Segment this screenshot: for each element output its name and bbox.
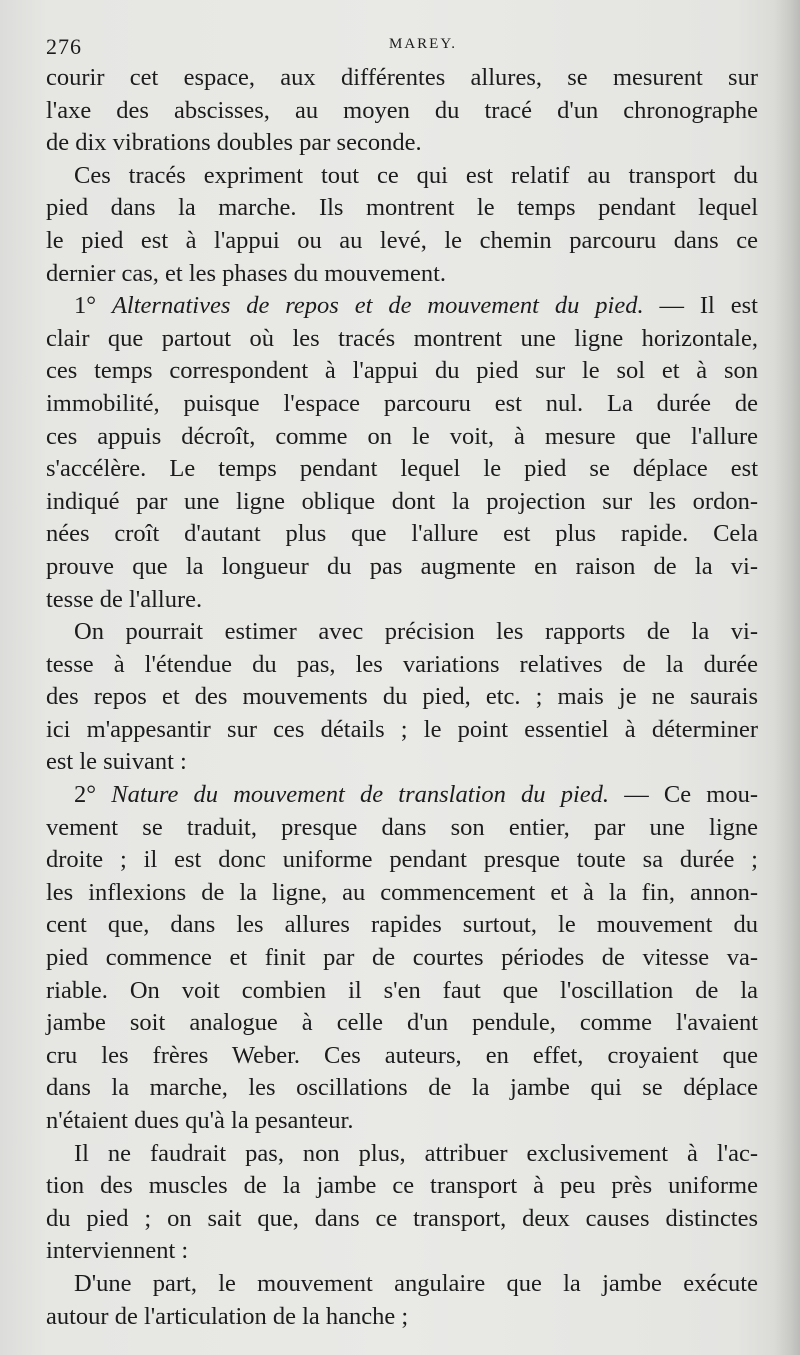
text-line: pied dans la marche. Ils montrent le temps pendant lequel: [46, 194, 758, 222]
text-line: ces temps correspondent à l'appui du pied sur le sol et à son: [46, 357, 758, 385]
section-number: 2°: [74, 781, 112, 809]
text-line: cru les frères Weber. Ces auteurs, en effet, croyaient que: [46, 1041, 758, 1069]
text-line: pied commence et finit par de courtes périodes de vitesse va-: [46, 944, 758, 972]
text-line: n'étaient dues qu'à la pesanteur.: [46, 1107, 354, 1134]
text-line: riable. On voit combien il s'en faut que l'oscillation de la: [46, 976, 758, 1004]
text-line: Il ne faudrait pas, non plus, attribuer exclusivement à l'ac-: [74, 1139, 758, 1167]
section-heading-line: [46, 779, 758, 812]
text-line: clair que partout où les tracés montrent une ligne horizontale,: [46, 324, 758, 352]
text-line: jambe soit analogue à celle d'un pendule, comme l'avaient: [46, 1009, 758, 1037]
text-line: l'axe des abscisses, au moyen du tracé d'un chronographe: [46, 96, 758, 124]
text-line: les inflexions de la ligne, au commencement et à la fin, annon-: [46, 878, 758, 906]
text-line: tion des muscles de la jambe ce transport à peu près uniforme: [46, 1172, 758, 1200]
text-line: Ces tracés expriment tout ce qui est relatif au transport du: [74, 161, 758, 189]
text-line: On pourrait estimer avec précision les rapports de la vi-: [74, 618, 758, 646]
text-line: courir cet espace, aux différentes allures, se mesurent sur: [46, 64, 758, 91]
section-line-tail: — Ce mou-: [609, 781, 758, 809]
page-header: [46, 28, 760, 58]
text-line: cent que, dans les allures rapides surtout, le mouvement du: [46, 911, 758, 939]
text-line: ces appuis décroît, comme on le voit, à mesure que l'allure: [46, 422, 758, 450]
text-line: dans la marche, les oscillations de la jambe qui se déplace: [46, 1074, 758, 1102]
section-title: Alternatives de repos et de mouvement du pied.: [111, 292, 644, 320]
text-line: autour de l'articulation de la hanche ;: [46, 1302, 409, 1330]
text-line: tesse de l'allure.: [46, 585, 203, 613]
text-line: immobilité, puisque l'espace parcouru est nul. La durée de: [46, 389, 758, 417]
text-line: interviennent :: [46, 1237, 189, 1265]
text-line: tesse à l'étendue du pas, les variations relatives de la durée: [46, 650, 758, 678]
text-line: vement se traduit, presque dans son entier, par une ligne: [46, 813, 758, 841]
page-number: 276: [46, 34, 82, 59]
text-line: est le suivant :: [46, 748, 187, 776]
text-line: de dix vibrations doubles par seconde.: [46, 129, 422, 157]
text-line: du pied ; on sait que, dans ce transport, deux causes distinctes: [46, 1204, 758, 1232]
text-line: prouve que la longueur du pas augmente en raison de la vi-: [46, 552, 758, 580]
page-edge-shadow: [774, 0, 800, 1355]
section-number: 1°: [74, 292, 112, 320]
text-line: nées croît d'autant plus que l'allure est plus rapide. Cela: [46, 520, 758, 548]
section-heading-line: [46, 290, 758, 323]
text-line: D'une part, le mouvement angulaire que la jambe exécute: [74, 1269, 758, 1297]
running-head: MAREY.: [389, 36, 457, 52]
text-line: des repos et des mouvements du pied, etc. ; mais je ne saurais: [46, 683, 758, 711]
text-line: s'accélère. Le temps pendant lequel le pied se déplace est: [46, 455, 758, 483]
text-line: dernier cas, et les phases du mouvement.: [46, 259, 447, 287]
text-line: droite ; il est donc uniforme pendant presque toute sa durée ;: [46, 846, 758, 874]
text-line: indiqué par une ligne oblique dont la projection sur les ordon-: [46, 487, 758, 515]
text-line: le pied est à l'appui ou au levé, le chemin parcouru dans ce: [46, 226, 758, 254]
section-line-tail: — Il est: [643, 292, 758, 320]
section-title: Nature du mouvement de translation du pied.: [111, 781, 610, 809]
body-text: [46, 62, 758, 1333]
text-line: ici m'appesantir sur ces détails ; le point essentiel à déterminer: [46, 715, 758, 743]
